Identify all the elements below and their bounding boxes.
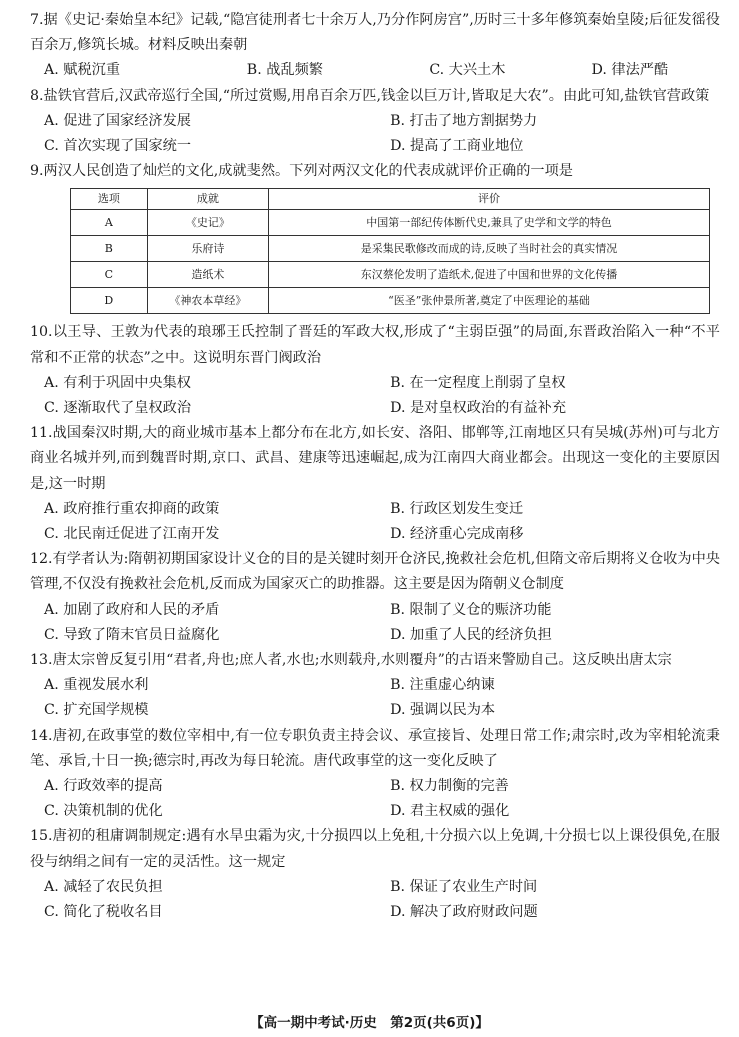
option-b: B. 战乱频繁 bbox=[246, 62, 323, 79]
question-stem: 7.据《史记·秦始皇本纪》记载,“隐宫徒刑者七十余万人,乃分作阿房宫”,历时三十多年修筑秦始皇陵;后征发徭役百余万,修筑长城。材料反映出秦朝 bbox=[30, 12, 720, 54]
question-12 bbox=[30, 547, 720, 648]
option-a: A. 重视发展水利 bbox=[44, 677, 149, 694]
options bbox=[30, 598, 720, 648]
table-cell: 乐府诗 bbox=[147, 236, 268, 262]
options bbox=[30, 673, 720, 723]
question-13 bbox=[30, 648, 720, 724]
option-a: A. 减轻了农民负担 bbox=[44, 878, 163, 895]
table-row bbox=[71, 210, 710, 236]
options bbox=[30, 497, 720, 547]
option-d: D. 是对皇权政治的有益补充 bbox=[390, 400, 567, 417]
option-b: B. 在一定程度上削弱了皇权 bbox=[390, 374, 566, 391]
table-cell: 东汉蔡伦发明了造纸术,促进了中国和世界的文化传播 bbox=[269, 262, 710, 288]
option-c: C. 扩充国学规模 bbox=[44, 702, 149, 719]
option-b: B. 打击了地方割据势力 bbox=[390, 112, 538, 129]
exam-page bbox=[30, 8, 720, 925]
table-cell: 造纸术 bbox=[147, 262, 268, 288]
table-row bbox=[71, 288, 710, 314]
question-stem: 10.以王导、王敦为代表的琅琊王氏控制了晋廷的军政大权,形成了“主弱臣强”的局面,东晋政治陷入一种“不平常和不正常的状态”之中。这说明东晋门阀政治 bbox=[30, 324, 720, 366]
question-stem: 12.有学者认为:隋朝初期国家设计义仓的目的是关键时刻开仓济民,挽救社会危机,但隋文帝后期将义仓收为中央管理,不仅没有挽救社会危机,反而成为国家灭亡的助推器。这主要是因为隋朝义仓制度 bbox=[30, 551, 720, 593]
table-header-row bbox=[71, 189, 710, 210]
option-b: B. 行政区划发生变迁 bbox=[390, 500, 524, 517]
option-c: C. 北民南迁促进了江南开发 bbox=[44, 526, 220, 543]
table-row bbox=[71, 236, 710, 262]
page-footer: 【高一期中考试·历史 第2页(共6页)】 bbox=[250, 1015, 489, 1031]
options bbox=[30, 58, 720, 83]
option-a: A. 促进了国家经济发展 bbox=[44, 112, 191, 129]
option-d: D. 解决了政府财政问题 bbox=[390, 904, 538, 921]
table-cell: 《史记》 bbox=[147, 210, 268, 236]
table-header: 选项 bbox=[71, 189, 148, 210]
option-a: A. 有利于巩固中央集权 bbox=[44, 374, 191, 391]
option-c: C. 导致了隋末官员日益腐化 bbox=[44, 626, 220, 643]
question-stem: 14.唐初,在政事堂的数位宰相中,有一位专职负责主持会议、承宣接旨、处理日常工作;肃宗时,改为宰相轮流秉笔、承旨,十日一换;德宗时,再改为每日轮流。唐代政事堂的这一变化反映了 bbox=[30, 727, 720, 769]
option-d: D. 经济重心完成南移 bbox=[390, 526, 524, 543]
table-cell: A bbox=[71, 210, 148, 236]
question-stem: 11.战国秦汉时期,大的商业城市基本上都分布在北方,如长安、洛阳、邯郸等,江南地区只有吴城(苏州)可与北方商业名城并列,而到魏晋时期,京口、武昌、建康等迅速崛起,成为江南四大商业都会。出现这一变化的主要原因是,这一时期 bbox=[30, 425, 720, 492]
achievement-table bbox=[70, 188, 710, 314]
option-c: C. 首次实现了国家统一 bbox=[44, 138, 192, 155]
question-8 bbox=[30, 84, 720, 160]
option-c: C. 简化了税收名目 bbox=[44, 904, 163, 921]
table-cell: 《神农本草经》 bbox=[147, 288, 268, 314]
question-11 bbox=[30, 421, 720, 547]
question-15 bbox=[30, 824, 720, 925]
question-stem: 9.两汉人民创造了灿烂的文化,成就斐然。下列对两汉文化的代表成就评价正确的一项是 bbox=[30, 163, 573, 180]
option-c: C. 大兴土木 bbox=[429, 62, 506, 79]
option-d: D. 强调以民为本 bbox=[390, 702, 496, 719]
question-stem: 8.盐铁官营后,汉武帝巡行全国,“所过赏赐,用帛百余万匹,钱金以巨万计,皆取足大农”。由此可知,盐铁官营政策 bbox=[30, 87, 710, 104]
table-row bbox=[71, 262, 710, 288]
option-c: C. 逐渐取代了皇权政治 bbox=[44, 400, 192, 417]
option-b: B. 注重虚心纳谏 bbox=[390, 677, 495, 694]
question-stem: 15.唐初的租庸调制规定:遇有水旱虫霜为灾,十分损四以上免租,十分损六以上免调,十分损七以上课役俱免,在服役与纳绢之间有一定的灵活性。这一规定 bbox=[30, 828, 720, 870]
option-a: A. 加剧了政府和人民的矛盾 bbox=[44, 601, 220, 618]
option-d: D. 提高了工商业地位 bbox=[390, 138, 524, 155]
table-cell: “医圣”张仲景所著,奠定了中医理论的基础 bbox=[269, 288, 710, 314]
option-a: A. 政府推行重农抑商的政策 bbox=[44, 500, 220, 517]
table-cell: D bbox=[71, 288, 148, 314]
option-a: A. 行政效率的提高 bbox=[44, 778, 163, 795]
options bbox=[30, 371, 720, 421]
option-c: C. 决策机制的优化 bbox=[44, 803, 163, 820]
option-b: B. 限制了义仓的赈济功能 bbox=[390, 601, 552, 618]
question-9 bbox=[30, 159, 720, 314]
option-a: A. 赋税沉重 bbox=[44, 62, 121, 79]
table-header: 评价 bbox=[269, 189, 710, 210]
question-10 bbox=[30, 320, 720, 421]
question-stem: 13.唐太宗曾反复引用“君者,舟也;庶人者,水也;水则载舟,水则覆舟”的古语来警励自己。这反映出唐太宗 bbox=[30, 652, 672, 669]
table-header: 成就 bbox=[147, 189, 268, 210]
option-d: D. 律法严酷 bbox=[591, 62, 669, 79]
option-d: D. 君主权威的强化 bbox=[390, 803, 510, 820]
question-7 bbox=[30, 8, 720, 84]
option-b: B. 权力制衡的完善 bbox=[390, 778, 509, 795]
option-b: B. 保证了农业生产时间 bbox=[390, 878, 538, 895]
options bbox=[30, 109, 720, 159]
option-d: D. 加重了人民的经济负担 bbox=[390, 626, 552, 643]
table-cell: C bbox=[71, 262, 148, 288]
options bbox=[30, 774, 720, 824]
table-cell: 是采集民歌修改而成的诗,反映了当时社会的真实情况 bbox=[269, 236, 710, 262]
question-14 bbox=[30, 724, 720, 825]
table-cell: 中国第一部纪传体断代史,兼具了史学和文学的特色 bbox=[269, 210, 710, 236]
options bbox=[30, 875, 720, 925]
table-cell: B bbox=[71, 236, 148, 262]
